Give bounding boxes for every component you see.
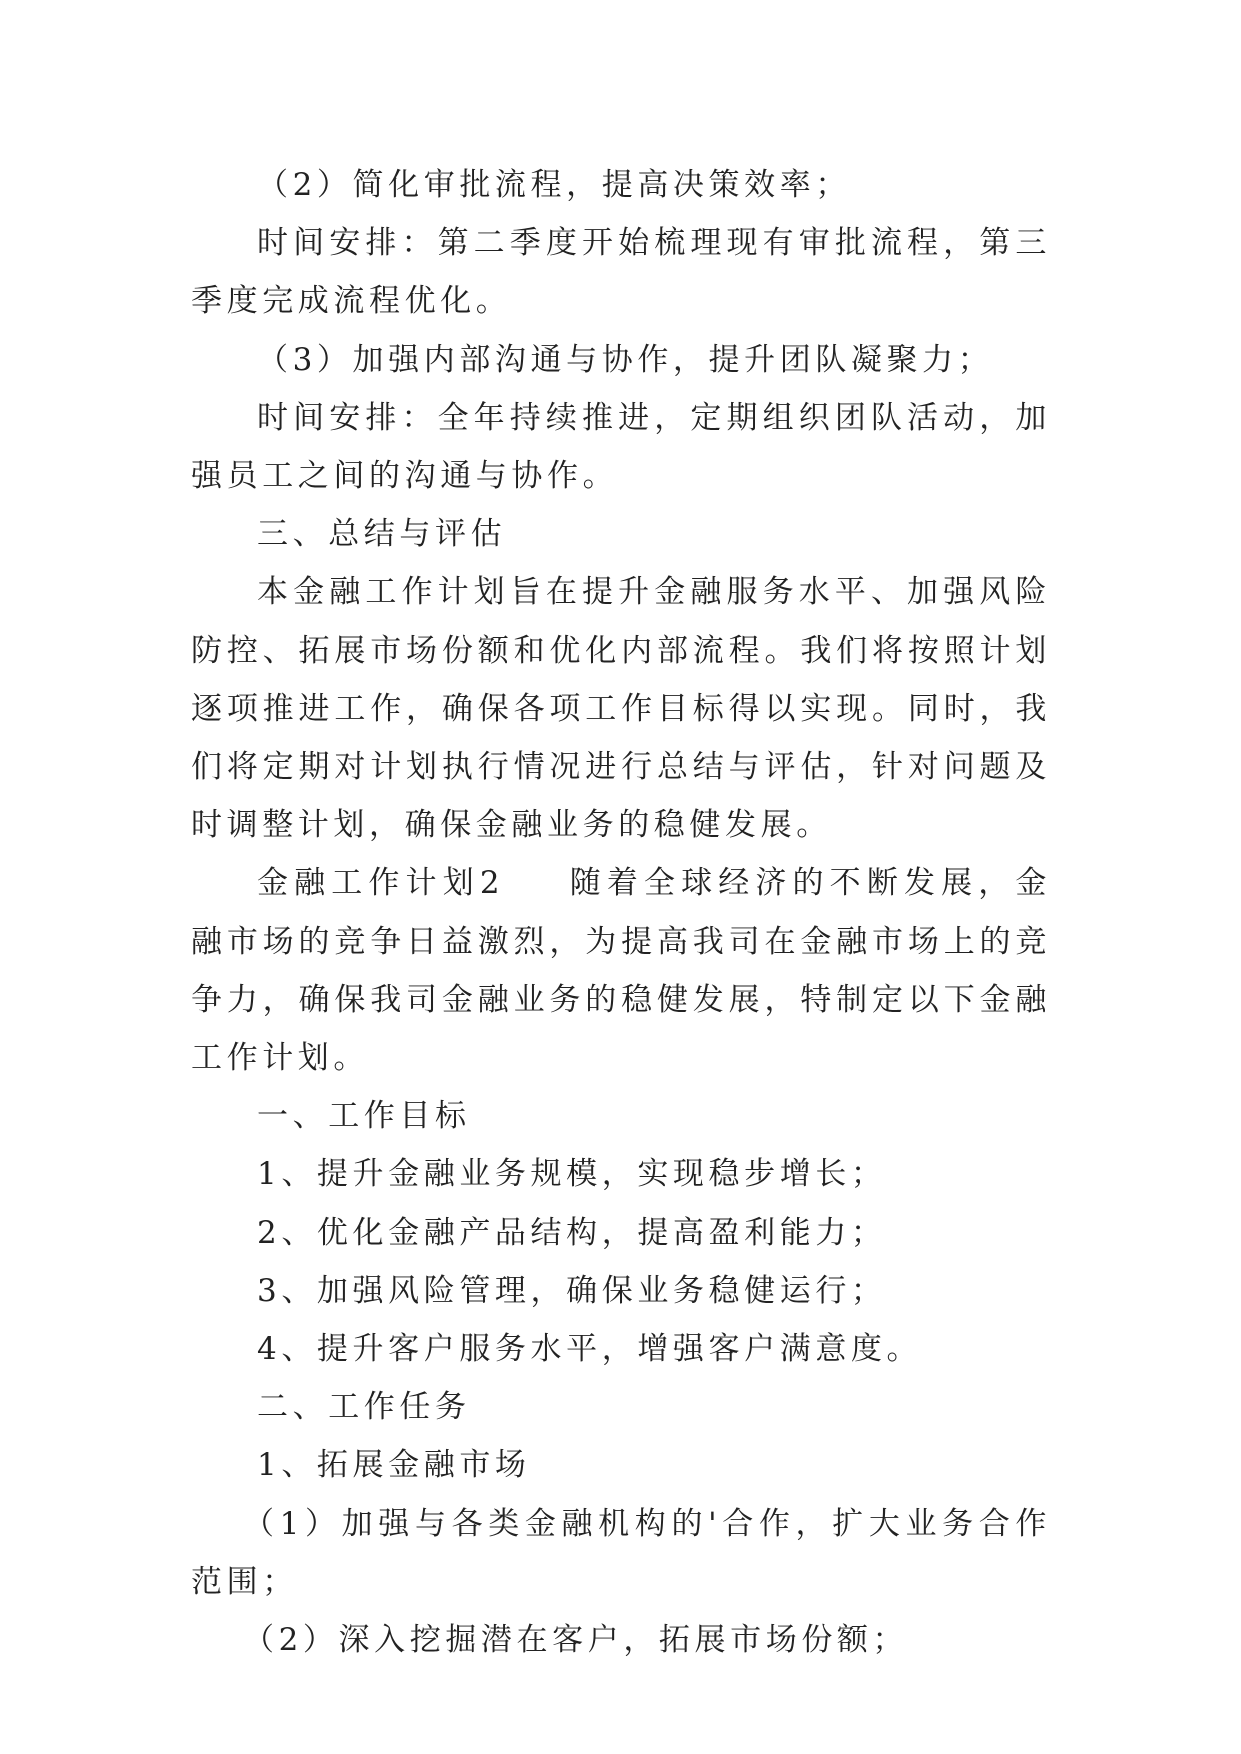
paragraph-simplify-approval: （2）简化审批流程，提高决策效率； [257, 167, 851, 203]
paragraph-schedule-team: 时间安排：全年持续推进，定期组织团队活动，加强员工之间的沟通与协作。 [191, 399, 1051, 495]
goal-item-2: 2、优化金融产品结构，提高盈利能力； [257, 1214, 887, 1251]
document-body [191, 156, 1051, 1669]
task-subitem-1: （1）加强与各类金融机构的'合作，扩大业务合作范围； [191, 1505, 1051, 1600]
section-heading-tasks: 二、工作任务 [257, 1389, 471, 1426]
task-item-1: 1、拓展金融市场 [257, 1447, 531, 1484]
section-heading-goals: 一、工作目标 [257, 1098, 471, 1135]
paragraph-internal-communication: （3）加强内部沟通与协作，提升团队凝聚力； [257, 341, 994, 378]
paragraph-schedule-approval: 时间安排：第二季度开始梳理现有审批流程，第三季度完成流程优化。 [191, 225, 1051, 320]
goal-item-1: 1、提升金融业务规模，实现稳步增长； [257, 1156, 887, 1193]
plan-2-title: 金融工作计划2 [257, 865, 505, 902]
paragraph-summary-body: 本金融工作计划旨在提升金融服务水平、加强风险防控、拓展市场份额和优化内部流程。我们将按照计划逐项推进工作，确保各项工作目标得以实现。同时，我们将定期对计划执行情况进行总结与评估，针对问题及时调整计划，确保金融业务的稳健发展。 [191, 574, 1051, 844]
paragraph-plan-2-intro [191, 854, 1051, 1087]
task-subitem-2: （2）深入挖掘潜在客户，拓展市场份额； [243, 1622, 909, 1659]
goal-item-4: 4、提升客户服务水平，增强客户满意度。 [257, 1331, 923, 1368]
section-heading-summary: 三、总结与评估 [257, 516, 507, 553]
plan-2-intro-text: 随着全球经济的不断发展，金融市场的竞争日益激烈，为提高我司在金融市场上的竞争力，确保我司金融业务的稳健发展，特制定以下金融工作计划。 [191, 865, 1051, 1077]
goal-item-3: 3、加强风险管理，确保业务稳健运行； [257, 1272, 887, 1309]
